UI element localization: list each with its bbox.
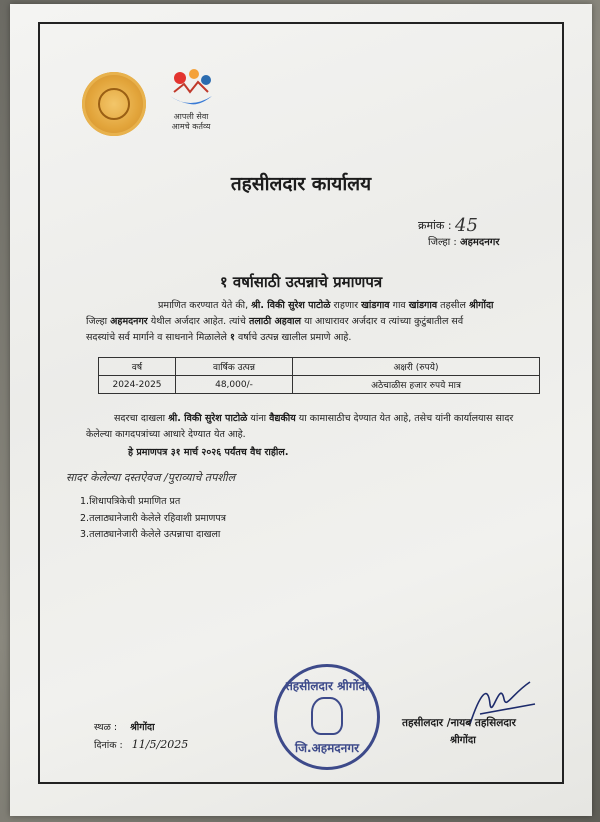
certificate-title: १ वर्षासाठी उत्पन्नाचे प्रमाणपत्र (219, 273, 383, 291)
body-text: प्रमाणित करण्यात येते की, (158, 300, 249, 311)
district-name: अहमदनगर (110, 316, 148, 327)
reference-number (418, 213, 478, 234)
date-line (94, 738, 188, 751)
column-header-income: वार्षिक उत्पन्न (176, 358, 293, 376)
village-name: खांडगाव (408, 300, 438, 311)
ashoka-emblem-icon (311, 697, 343, 735)
cell-year: 2024-2025 (99, 376, 176, 394)
body-line-2 (86, 314, 566, 330)
stamp-text-bottom: जि.अहमदनगर (295, 741, 359, 755)
body-text: यांना (250, 413, 267, 424)
body-text: या कामासाठीच देण्यात येत आहे, तसेच यांनी कार्यालयास सादर (298, 413, 514, 424)
date-value: 11/5/2025 (131, 738, 189, 751)
reference-number-label: क्रमांक : (418, 219, 452, 232)
aapli-seva-logo (160, 66, 222, 142)
body-text: सदरचा दाखला (114, 413, 166, 424)
body-text: तहसील (440, 300, 466, 311)
district-label: जिल्हा : (428, 237, 457, 248)
applicant-name: श्री. विकी सुरेश पाटोळे (168, 413, 248, 424)
body-text: राहणार (333, 300, 359, 311)
place-value: श्रीगोंदा (130, 722, 155, 733)
logo-slogan-2: आमचे कर्तव्य (171, 122, 211, 131)
body-text: जिल्हा (86, 316, 108, 327)
district-line (428, 234, 499, 248)
office-title: तहसीलदार कार्यालय (230, 173, 372, 195)
body-text: या आधारावर अर्जदार व त्यांच्या कुटुंबातील सर्व (304, 316, 464, 327)
body-text: गाव (392, 300, 406, 311)
validity-line: हे प्रमाणपत्र ३१ मार्च २०२६ पर्यंतच वैध राहील. (128, 447, 289, 458)
closing-line-1 (114, 411, 574, 427)
reference-number-value: 45 (455, 215, 478, 236)
closing-line-2: केलेल्या कागदपत्रांच्या आधारे देण्यात येत आहे. (86, 429, 246, 440)
list-item: 2.तलाठ्यानेजारी केलेले रहिवाशी प्रमाणपत्र (80, 513, 227, 524)
district-value: अहमदनगर (459, 237, 500, 248)
cell-words: अठेचाळीस हजार रुपये मात्र (293, 376, 540, 394)
certificate-paper (10, 4, 592, 816)
list-item: 3.तलाठ्यानेजारी केलेले उत्पन्नाचा दाखला (80, 529, 221, 540)
tehsil-name: श्रीगोंदा (468, 300, 494, 311)
stamp-text-top: तहसीलदार श्रीगोंदा (285, 679, 369, 693)
village-name: खांडगाव (361, 300, 390, 311)
logo-slogan-1: आपली सेवा (173, 112, 209, 121)
year-count: १ (229, 332, 235, 343)
place-label: स्थळ : (94, 722, 118, 733)
applicant-name: श्री. विकी सुरेश पाटोळे (251, 300, 331, 311)
column-header-year: वर्ष (99, 358, 176, 376)
body-text: सदस्यांचे सर्व मार्गाने व साधनाने मिळालेले (86, 332, 227, 343)
official-stamp (274, 664, 380, 770)
income-table (98, 357, 540, 394)
body-text: येथील अर्जदार आहेत. त्यांचे (150, 316, 246, 327)
body-text: वर्षाचे उत्पन्न खालील प्रमाणे आहे. (237, 332, 352, 343)
signatory-title: तहसीलदार /नायब तहसिलदार (402, 717, 516, 729)
body-line-1 (158, 298, 558, 314)
documents-heading: सादर केलेल्या दस्तऐवज /पुराव्याचे तपशील (66, 471, 236, 484)
purpose: वैद्यकीय (269, 413, 296, 424)
column-header-words: अक्षरी (रुपये) (293, 358, 540, 376)
maharashtra-seal-logo (82, 72, 146, 136)
report-basis: तलाठी अहवाल (248, 316, 302, 327)
list-item: 1.शिधापत्रिकेची प्रमाणित प्रत (80, 496, 181, 507)
hands-icon (160, 66, 222, 110)
place-line (94, 720, 155, 733)
date-label: दिनांक : (94, 740, 123, 751)
body-line-3 (86, 330, 566, 346)
cell-income: 48,000/- (176, 376, 293, 394)
table-row (99, 376, 540, 394)
table-header-row (99, 358, 540, 376)
signatory-place: श्रीगोंदा (450, 735, 476, 746)
